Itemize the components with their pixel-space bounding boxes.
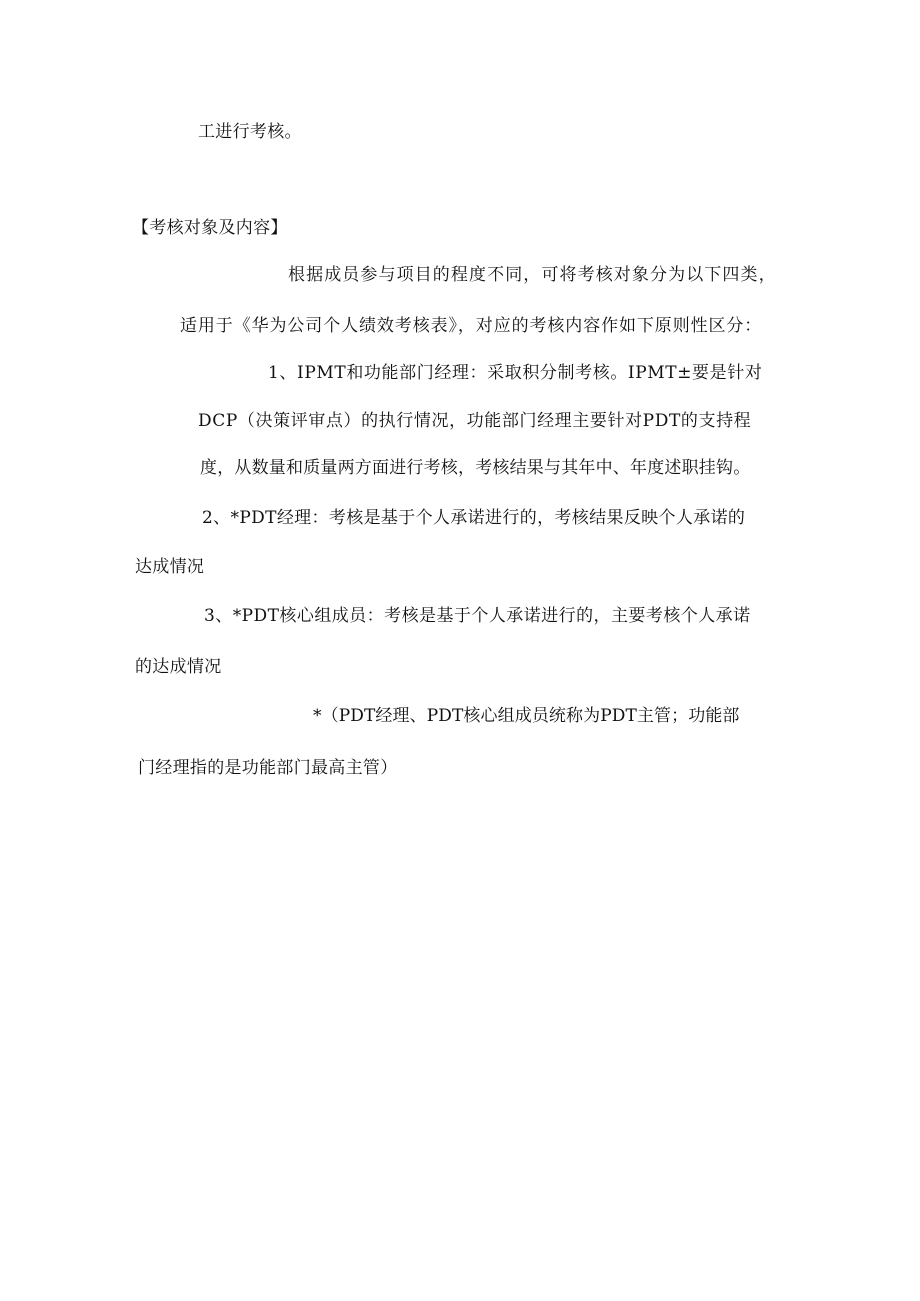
footnote-line-2: 门经理指的是功能部门最高主管） (138, 758, 398, 778)
item-3-line-2: 的达成情况 (135, 657, 222, 677)
item-1-line-1: 1、IPMT和功能部门经理：采取积分制考核。IPMT±要是针对 (268, 363, 763, 383)
item-1-line-2: DCP（决策评审点）的执行情况，功能部门经理主要针对PDT的支持程 (198, 411, 752, 431)
item-2-line-2: 达成情况 (135, 557, 205, 577)
footnote-line-1: *（PDT经理、PDT核心组成员统称为PDT主管；功能部 (313, 706, 740, 726)
item-3-line-1: 3、*PDT核心组成员：考核是基于个人承诺进行的，主要考核个人承诺 (204, 606, 751, 626)
paragraph-continuation-line: 工进行考核。 (198, 122, 302, 142)
item-2-line-1: 2、*PDT经理：考核是基于个人承诺进行的，考核结果反映个人承诺的 (202, 508, 746, 528)
intro-line-2: 适用于《华为公司个人绩效考核表》，对应的考核内容作如下原则性区分： (180, 316, 763, 336)
section-heading: 【考核对象及内容】 (132, 218, 288, 238)
intro-line-1: 根据成员参与项目的程度不同，可将考核对象分为以下四类， (288, 265, 777, 285)
item-1-line-3: 度，从数量和质量两方面进行考核，考核结果与其年中、年度述职挂钩。 (200, 458, 751, 478)
